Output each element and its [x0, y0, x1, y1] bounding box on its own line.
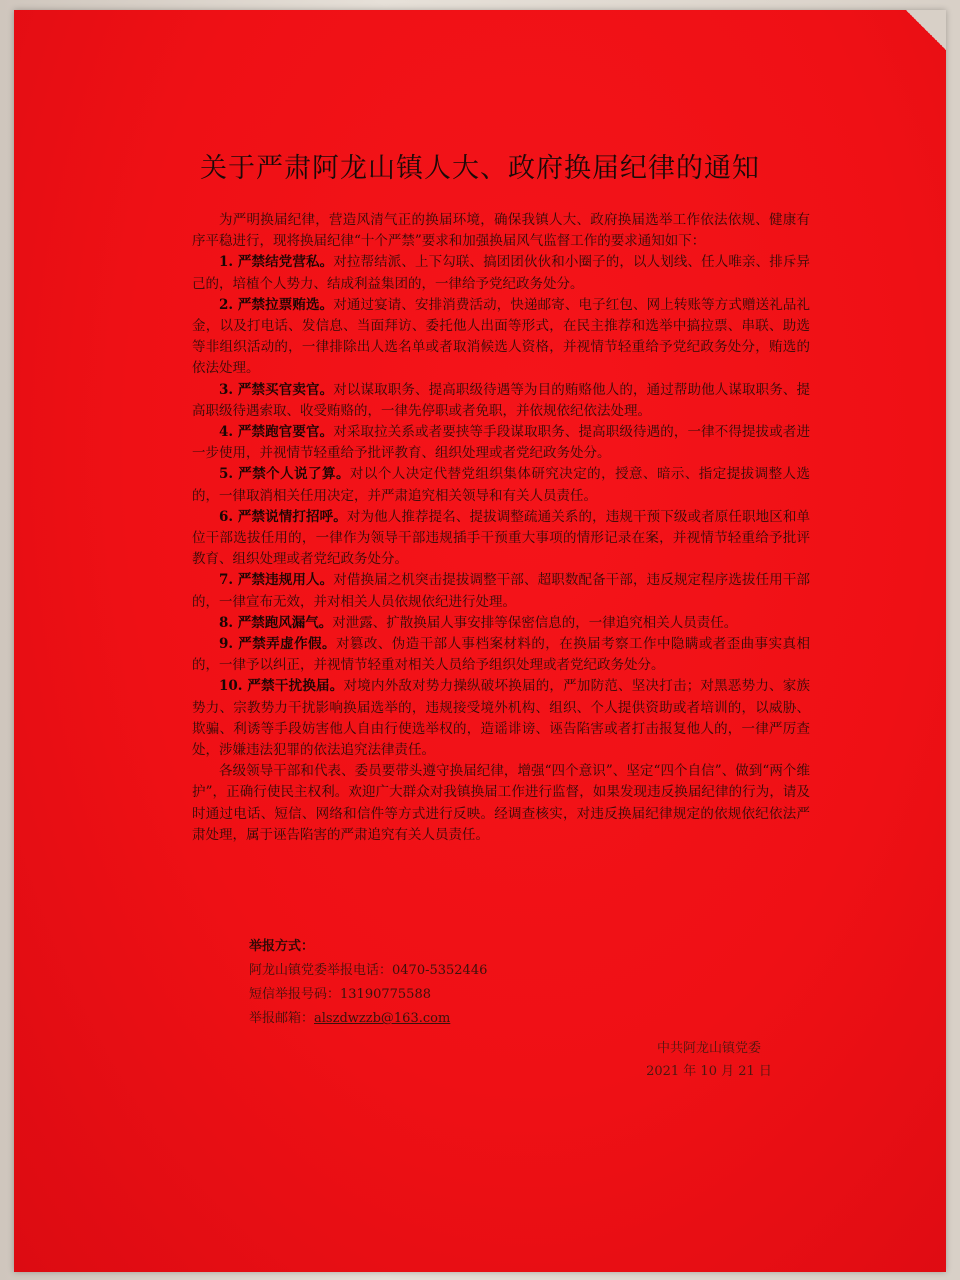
- rule-item: [192, 422, 810, 464]
- rule-label: 7. 严禁违规用人。: [219, 572, 334, 589]
- intro-paragraph: 为严明换届纪律，营造风清气正的换届环境，确保我镇人大、政府换届选举工作依法依规、健康有序平稳进行，现将换届纪律“十个严禁”要求和加强换届风气监督工作的要求通知如下：: [192, 212, 810, 250]
- rule-text: 对采取拉关系或者要挟等手段谋取职务、提高职级待遇的，一律不得提拔或者进一步使用，并视情节轻重给予批评教育、组织处理或者党纪政务处分。: [192, 424, 811, 462]
- rule-item: [192, 507, 810, 571]
- rule-label: 2. 严禁拉票贿选。: [219, 296, 334, 313]
- rule-label: 6. 严禁说情打招呼。: [219, 508, 347, 525]
- rule-item: [192, 295, 810, 380]
- rule-item: [192, 380, 810, 422]
- signer-date: 2021 年 10 月 21 日: [646, 1064, 772, 1079]
- signature-block: [629, 1037, 789, 1083]
- report-contacts: [249, 935, 487, 1031]
- notice-paper: [14, 10, 946, 1272]
- rule-label: 4. 严禁跑官要官。: [219, 424, 334, 441]
- rule-label: 5. 严禁个人说了算。: [219, 466, 350, 483]
- rule-label: 8. 严禁跑风漏气。: [219, 614, 333, 631]
- rule-text: 对为他人推荐提名、提拔调整疏通关系的，违规干预下级或者原任职地区和单位干部选拔任用的，一律作为领导干部违规插手干预重大事项的情形记录在案，并视情节轻重给予批评教育、组织处理或者党纪政务处分。: [192, 508, 811, 568]
- report-phone: 阿龙山镇党委举报电话：0470-5352446: [249, 963, 488, 978]
- rule-item: [192, 570, 810, 612]
- rule-label: 1. 严禁结党营私。: [219, 254, 334, 271]
- rule-item: [192, 634, 810, 676]
- document-title: 关于严肃阿龙山镇人大、政府换届纪律的通知: [200, 153, 760, 184]
- rule-item: [192, 464, 810, 506]
- rule-label: 9. 严禁弄虚作假。: [219, 636, 336, 653]
- rule-text: 对以个人决定代替党组织集体研究决定的，授意、暗示、指定提拔调整人选的，一律取消相关任用决定，并严肃追究相关领导和有关人员责任。: [192, 466, 811, 504]
- rule-label: 3. 严禁买官卖官。: [219, 381, 334, 398]
- report-email-line: [249, 1007, 487, 1031]
- rule-text: 对借换届之机突击提拔调整干部、超职数配备干部，违反规定程序选拔任用干部的，一律宣布无效，并对相关人员依规依纪进行处理。: [192, 572, 811, 610]
- rule-text: 对以谋取职务、提高职级待遇等为目的贿赂他人的，通过帮助他人谋取职务、提高职级待遇索取、收受贿赂的，一律先停职或者免职，并依规依纪依法处理。: [192, 381, 811, 419]
- report-email-label: 举报邮箱：: [249, 1011, 315, 1026]
- document-body: [192, 210, 810, 846]
- rule-label: 10. 严禁干扰换届。: [219, 678, 344, 695]
- rule-text: 对通过宴请、安排消费活动，快递邮寄、电子红包、网上转账等方式赠送礼品礼金，以及打电话、发信息、当面拜访、委托他人出面等形式，在民主推荐和选举中搞拉票、串联、助选等非组织活动的，一律排除出人选名单或者取消候选人资格，并视情节轻重给予党纪政务处分，贿选的依法处理。: [192, 296, 811, 377]
- rule-item: [192, 676, 810, 761]
- signer-org: 中共阿龙山镇党委: [656, 1041, 761, 1056]
- report-email-link[interactable]: alszdwzzb@163.com: [314, 1011, 451, 1026]
- rule-item: [192, 613, 810, 634]
- report-sms: 短信举报号码：13190775588: [249, 987, 431, 1002]
- rule-text: 对拉帮结派、上下勾联、搞团团伙伙和小圈子的，以人划线、任人唯亲、排斥异己的，培植个人势力、结成利益集团的，一律给予党纪政务处分。: [192, 254, 811, 292]
- rule-text: 对篡改、伪造干部人事档案材料的，在换届考察工作中隐瞒或者歪曲事实真相的，一律予以纠正，并视情节轻重对相关人员给予组织处理或者党纪政务处分。: [192, 636, 811, 674]
- closing-paragraph: 各级领导干部和代表、委员要带头遵守换届纪律，增强“四个意识”、坚定“四个自信”、做到“两个维护”，正确行使民主权利。欢迎广大群众对我镇换届工作进行监督，如果发现违反换届纪律的行为，请及时通过电话、短信、网络和信件等方式进行反映。经调查核实，对违反换届纪律规定的依规依纪依法严肃处理，属于诬告陷害的严肃追究有关人员责任。: [192, 763, 810, 843]
- rule-item: [192, 252, 810, 294]
- report-heading: 举报方式：: [249, 939, 315, 954]
- rule-text: 对境内外敌对势力操纵破坏换届的，严加防范、坚决打击；对黑恶势力、家族势力、宗教势力干扰影响换届选举的，违规接受境外机构、组织、个人提供资助或者培训的，以威胁、欺骗、利诱等手段妨害他人自由行使选举权的，造谣诽谤、诬告陷害或者打击报复他人的，一律严厉查处，涉嫌违法犯罪的依法追究法律责任。: [192, 678, 811, 759]
- rule-text: 对泄露、扩散换届人事安排等保密信息的，一律追究相关人员责任。: [332, 614, 738, 631]
